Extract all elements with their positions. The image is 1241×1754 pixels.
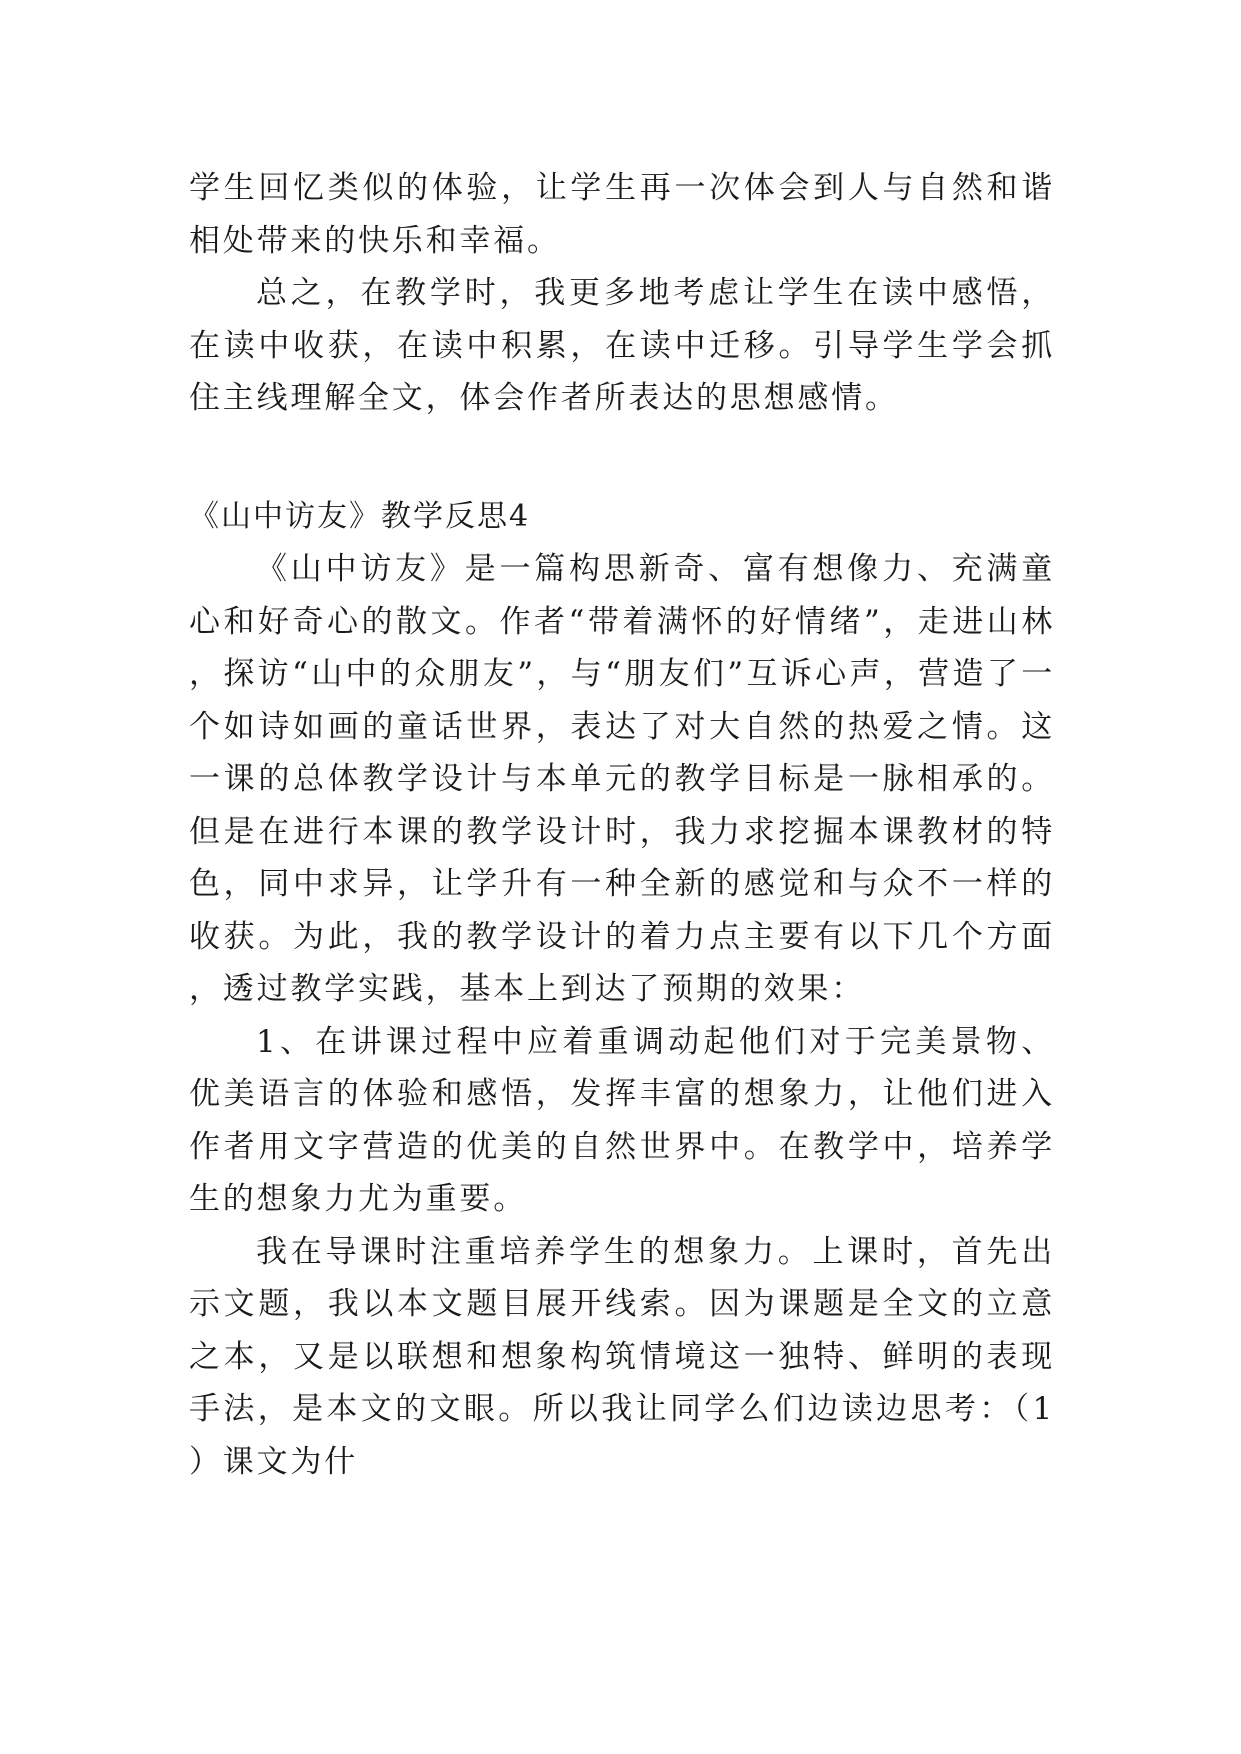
paragraph-lesson-intro: 我在导课时注重培养学生的想象力。上课时，首先出示文题，我以本文题目展开线索。因为课题是全文的立意之本，又是以联想和想象构筑情境这一独特、鲜明的表现手法，是本文的文眼。所以我让同学么们边读边思考：（1）课文为什 [189,1233,1055,1480]
section-spacer [189,425,1055,491]
section-title: 《山中访友》教学反思4 [189,498,531,534]
document-body [189,162,1055,1488]
paragraph-continuation: 学生回忆类似的体验，让学生再一次体会到人与自然和谐相处带来的快乐和幸福。 [189,170,1055,259]
paragraph-summary: 总之，在教学时，我更多地考虑让学生在读中感悟，在读中收获，在读中积累，在读中迁移。引导学生学会抓住主线理解全文，体会作者所表达的思想感情。 [189,275,1055,416]
paragraph-point-1: 1、在讲课过程中应着重调动起他们对于完美景物、优美语言的体验和感悟，发挥丰富的想象力，让他们进入作者用文字营造的优美的自然世界中。在教学中，培养学生的想象力尤为重要。 [189,1023,1055,1217]
paragraph-intro: 《山中访友》是一篇构思新奇、富有想像力、充满童心和好奇心的散文。作者“带着满怀的好情绪”，走进山林，探访“山中的众朋友”，与“朋友们”互诉心声，营造了一个如诗如画的童话世界，表达了对大自然的热爱之情。这一课的总体教学设计与本单元的教学目标是一脉相承的。但是在进行本课的教学设计时，我力求挖掘本课教材的特色，同中求异，让学升有一种全新的感觉和与众不一样的收获。为此，我的教学设计的着力点主要有以下几个方面，透过教学实践，基本上到达了预期的效果： [189,551,1055,1007]
